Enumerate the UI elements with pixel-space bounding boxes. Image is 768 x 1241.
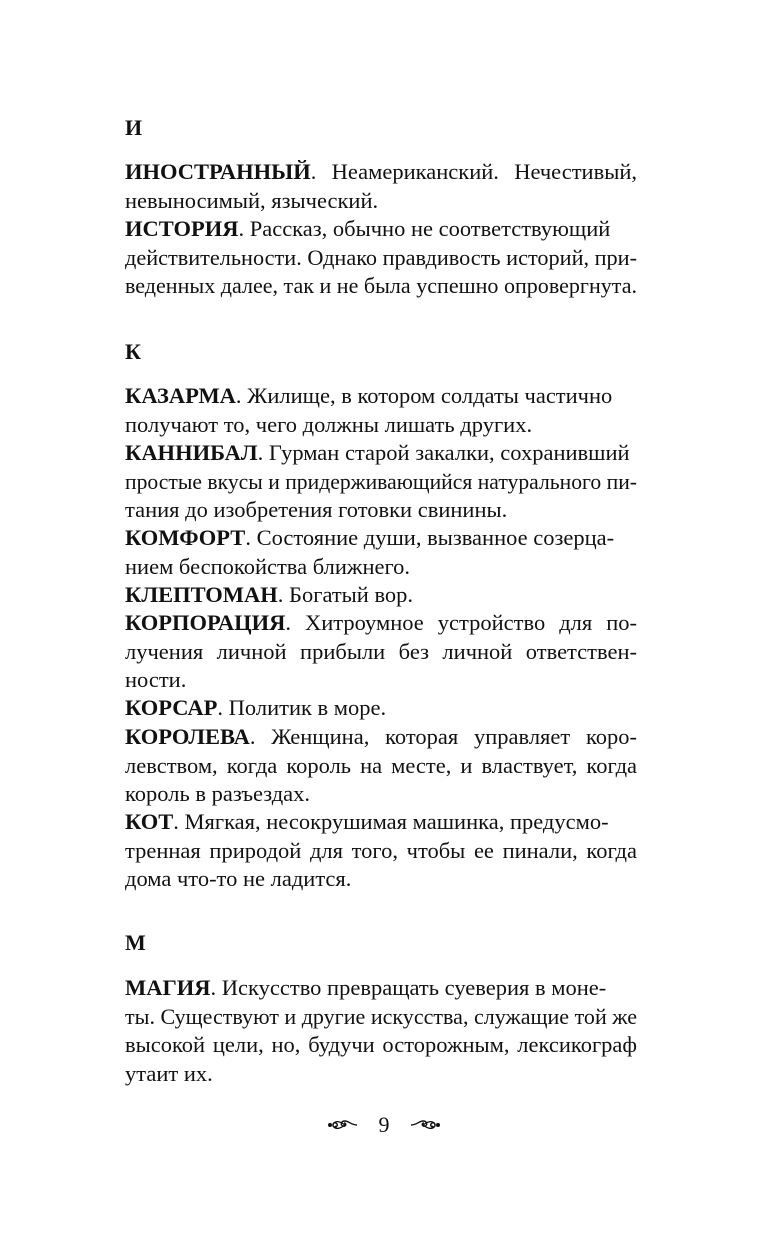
entry-term: КОРОЛЕВА [125, 724, 250, 749]
entry-line: получают то, чего должны лишать других. [125, 411, 533, 437]
entry-term: КОРПОРАЦИЯ [125, 610, 286, 635]
entry-line: ты. Существуют и другие искусства, служащие той же [125, 1003, 637, 1029]
page-number: 9 [378, 1111, 390, 1137]
section-letter-i: И [125, 115, 143, 140]
entry-line: невыносимый, языческий. [125, 187, 379, 213]
entry-term: КЛЕПТОМАН [125, 582, 278, 607]
entry-term: КОМФОРТ [125, 525, 246, 550]
entry-term: ИНОСТРАННЫЙ [125, 159, 311, 184]
entry-line: нием беспокойства ближнего. [125, 553, 411, 579]
entry-term: ИСТОРИЯ [125, 216, 239, 241]
entry-line: тренная природой для того, чтобы ее пинали, когда [125, 837, 637, 863]
entry-line: ИНОСТРАННЫЙ. Неамериканский. Нечестивый, [125, 159, 637, 184]
entry-line: простые вкусы и придерживающийся натурального пи- [125, 468, 637, 494]
entry-inostranny [125, 158, 637, 215]
entry-line: дома что-то не ладится. [125, 866, 352, 892]
entry-line: действительности. Однако правдивость историй, при- [125, 244, 637, 270]
entry-kannibal [125, 439, 637, 525]
entry-term: КОТ [125, 809, 174, 834]
section-letter-k: К [125, 339, 141, 364]
page-footer [0, 1108, 768, 1140]
entry-line: КОРОЛЕВА. Женщина, которая управляет коро- [125, 724, 637, 749]
entry-line: МАГИЯ. Искусство превращать суеверия в моне- [125, 975, 607, 1000]
entry-korsar [125, 694, 637, 723]
entry-line: КОМФОРТ. Состояние души, вызванное созерца- [125, 525, 615, 550]
entry-line: веденных далее, так и не была успешно опровергнута. [125, 273, 637, 299]
entry-istoriya [125, 215, 637, 301]
entry-line: КОРСАР. Политик в море. [125, 695, 387, 720]
entry-line: левством, когда король на месте, и властвует, когда [125, 752, 637, 778]
entry-line: КОРПОРАЦИЯ. Хитроумное устройство для по- [125, 610, 637, 635]
entry-term: КОРСАР [125, 695, 218, 720]
fleuron-right-icon [409, 1113, 441, 1137]
entry-line: КЛЕПТОМАН. Богатый вор. [125, 582, 414, 607]
entry-line: ИСТОРИЯ. Рассказ, обычно не соответствующий [125, 216, 611, 241]
entry-line: лучения личной прибыли без личной ответствен- [125, 638, 637, 664]
entry-kleptoman [125, 581, 637, 610]
entry-line: тания до изобретения готовки свинины. [125, 497, 508, 523]
entry-line: КАЗАРМА. Жилище, в котором солдаты частично [125, 383, 613, 408]
entry-kazarma [125, 382, 637, 439]
entry-term: КАННИБАЛ [125, 440, 258, 465]
section-letter-m: М [125, 930, 146, 955]
fleuron-left-icon [327, 1113, 359, 1137]
entry-line: КОТ. Мягкая, несокрушимая машинка, предусмо- [125, 809, 609, 834]
entry-korporatsiya [125, 609, 637, 695]
entry-line: ности. [125, 667, 187, 693]
entry-kot [125, 808, 637, 894]
entry-term: КАЗАРМА [125, 383, 236, 408]
entry-magiya [125, 974, 637, 1088]
entry-line: утаит их. [125, 1060, 213, 1086]
entry-line: высокой цели, но, будучи осторожным, лексикограф [125, 1032, 637, 1058]
entry-koroleva [125, 723, 637, 809]
entry-line: король в разъездах. [125, 781, 311, 807]
entry-komfort [125, 524, 637, 581]
entry-line: КАННИБАЛ. Гурман старой закалки, сохранивший [125, 440, 630, 465]
entry-term: МАГИЯ [125, 975, 211, 1000]
